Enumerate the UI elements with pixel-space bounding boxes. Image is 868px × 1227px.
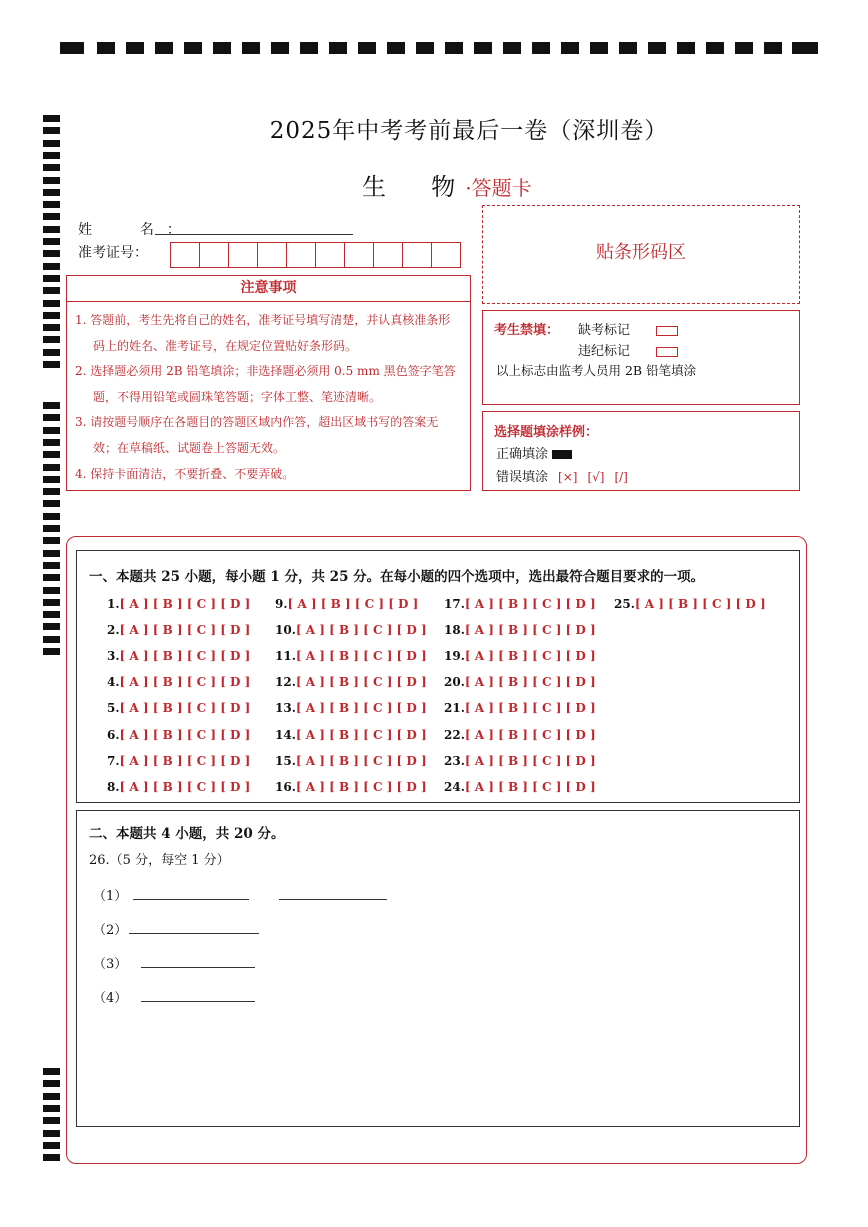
timing-mark bbox=[677, 42, 695, 54]
timing-mark bbox=[764, 42, 782, 54]
choice-question bbox=[275, 754, 427, 768]
question-number: 2. bbox=[107, 623, 120, 638]
question-number: 18. bbox=[444, 623, 465, 638]
question-number: 4. bbox=[107, 675, 120, 690]
id-digit-box[interactable] bbox=[316, 243, 345, 267]
id-digit-box[interactable] bbox=[432, 243, 460, 267]
choice-question bbox=[444, 728, 596, 742]
timing-mark bbox=[329, 42, 347, 54]
question-number: 3. bbox=[107, 649, 120, 664]
timing-mark bbox=[474, 42, 492, 54]
choice-question bbox=[107, 701, 250, 715]
sub-question-label: （3） bbox=[93, 957, 128, 972]
answer-bubbles[interactable]: [ A ] [ B ] [ C ] [ D ] bbox=[464, 675, 596, 690]
id-digit-box[interactable] bbox=[229, 243, 258, 267]
question-number: 10. bbox=[275, 623, 296, 638]
timing-mark bbox=[43, 312, 60, 319]
timing-mark bbox=[43, 1130, 60, 1137]
answer-bubbles[interactable]: [ A ] [ B ] [ C ] [ D ] bbox=[119, 649, 251, 664]
question-number: 7. bbox=[107, 753, 120, 768]
timing-mark bbox=[213, 42, 231, 54]
timing-mark bbox=[43, 451, 60, 458]
question-number: 5. bbox=[107, 701, 120, 716]
answer-bubbles[interactable]: [ A ] [ B ] [ C ] [ D ] bbox=[119, 701, 251, 716]
choice-question bbox=[614, 597, 766, 611]
answer-bubbles[interactable]: [ A ] [ B ] [ C ] [ D ] bbox=[464, 779, 596, 794]
id-digit-box[interactable] bbox=[403, 243, 432, 267]
question-number: 20. bbox=[444, 675, 465, 690]
section-short-answer bbox=[76, 810, 800, 1127]
timing-mark bbox=[43, 636, 60, 643]
timing-mark bbox=[43, 177, 60, 184]
timing-mark bbox=[43, 164, 60, 171]
answer-bubbles[interactable]: [ A ] [ B ] [ C ] [ D ] bbox=[634, 597, 766, 611]
question-number: 8. bbox=[107, 779, 120, 794]
answer-bubbles[interactable]: [ A ] [ B ] [ C ] [ D ] bbox=[464, 649, 596, 664]
timing-mark bbox=[43, 402, 60, 409]
timing-mark bbox=[43, 488, 60, 495]
id-digit-box[interactable] bbox=[374, 243, 403, 267]
forbidden-box bbox=[482, 310, 800, 405]
section-short-answer-title: 二、本题共 4 小题，共 20 分。 bbox=[89, 826, 285, 842]
question-number: 6. bbox=[107, 727, 120, 742]
choice-question bbox=[444, 754, 596, 768]
timing-mark bbox=[43, 1117, 60, 1124]
choice-question bbox=[275, 623, 427, 637]
name-label: 姓 名： bbox=[78, 222, 194, 238]
timing-mark bbox=[43, 439, 60, 446]
choice-question bbox=[107, 780, 250, 794]
timing-mark bbox=[43, 537, 60, 544]
choice-question bbox=[107, 623, 250, 637]
choice-question bbox=[107, 675, 250, 689]
choice-question bbox=[275, 597, 418, 611]
timing-mark bbox=[416, 42, 434, 54]
wrong-fill-label: 错误填涂 bbox=[496, 470, 549, 485]
timing-mark bbox=[43, 275, 60, 282]
timing-mark bbox=[43, 201, 60, 208]
timing-mark bbox=[43, 550, 60, 557]
timing-mark bbox=[503, 42, 521, 54]
timing-mark bbox=[735, 42, 753, 54]
question-26-header: 26.（5 分，每空 1 分） bbox=[89, 853, 230, 868]
timing-mark bbox=[561, 42, 579, 54]
question-number: 9. bbox=[275, 597, 288, 611]
answer-bubbles[interactable]: [ A ] [ B ] [ C ] [ D ] bbox=[119, 675, 251, 690]
wrong-mark-sample: [/] bbox=[614, 470, 628, 484]
timing-mark bbox=[43, 361, 60, 368]
choice-question bbox=[444, 623, 596, 637]
answer-blank[interactable] bbox=[141, 953, 255, 968]
answer-bubbles[interactable]: [ A ] [ B ] [ C ] [ D ] bbox=[464, 701, 596, 716]
subject-name: 生 物 bbox=[362, 173, 466, 201]
timing-mark bbox=[126, 42, 144, 54]
answer-bubbles[interactable]: [ A ] [ B ] [ C ] [ D ] bbox=[295, 753, 427, 768]
forbidden-label: 考生禁填： bbox=[494, 323, 560, 338]
correct-fill-label: 正确填涂 bbox=[496, 447, 549, 462]
timing-mark bbox=[532, 42, 550, 54]
notice-item: 4. 保持卡面清洁，不要折叠、不要弄破。 bbox=[75, 466, 295, 481]
id-digit-box[interactable] bbox=[345, 243, 374, 267]
question-number: 22. bbox=[444, 727, 465, 742]
id-digit-box[interactable] bbox=[258, 243, 287, 267]
timing-mark bbox=[358, 42, 376, 54]
name-field[interactable] bbox=[155, 234, 353, 235]
choice-question bbox=[275, 701, 427, 715]
violation-label: 违纪标记 bbox=[578, 344, 631, 359]
timing-mark bbox=[43, 324, 60, 331]
choice-question bbox=[275, 780, 427, 794]
page-title: 2025年中考考前最后一卷（深圳卷） bbox=[269, 118, 669, 144]
timing-mark bbox=[43, 152, 60, 159]
question-number: 12. bbox=[275, 675, 296, 690]
timing-mark bbox=[43, 500, 60, 507]
id-digit-box[interactable] bbox=[200, 243, 229, 267]
timing-mark bbox=[43, 1142, 60, 1149]
question-number: 15. bbox=[275, 753, 296, 768]
choice-question bbox=[444, 597, 596, 611]
answer-bubbles[interactable]: [ A ] [ B ] [ C ] [ D ] bbox=[295, 727, 427, 742]
timing-mark bbox=[43, 1105, 60, 1112]
choice-question bbox=[107, 597, 250, 611]
notice-box bbox=[66, 275, 471, 491]
timing-mark bbox=[43, 300, 60, 307]
timing-mark bbox=[387, 42, 405, 54]
timing-mark bbox=[43, 238, 60, 245]
timing-mark bbox=[43, 1154, 60, 1161]
timing-mark bbox=[43, 427, 60, 434]
answer-bubbles[interactable]: [ A ] [ B ] [ C ] [ D ] bbox=[287, 597, 419, 611]
timing-mark bbox=[43, 336, 60, 343]
timing-mark bbox=[43, 1080, 60, 1087]
subject-title bbox=[362, 167, 532, 202]
sub-question-3 bbox=[93, 953, 255, 972]
absent-checkbox[interactable] bbox=[656, 326, 678, 336]
timing-mark bbox=[43, 250, 60, 257]
timing-mark bbox=[60, 42, 84, 54]
question-number: 21. bbox=[444, 701, 465, 716]
timing-mark bbox=[43, 611, 60, 618]
correct-fill-row bbox=[496, 443, 572, 462]
timing-mark bbox=[43, 648, 60, 655]
id-digit-box[interactable] bbox=[287, 243, 316, 267]
answer-bubbles[interactable]: [ A ] [ B ] [ C ] [ D ] bbox=[295, 779, 427, 794]
answer-blank[interactable] bbox=[279, 885, 387, 900]
timing-mark bbox=[43, 574, 60, 581]
timing-mark bbox=[43, 513, 60, 520]
question-number: 13. bbox=[275, 701, 296, 716]
answer-bubbles[interactable]: [ A ] [ B ] [ C ] [ D ] bbox=[119, 779, 251, 794]
timing-mark bbox=[706, 42, 724, 54]
timing-mark bbox=[792, 42, 818, 54]
question-number: 25. bbox=[614, 597, 635, 611]
choice-question bbox=[275, 675, 427, 689]
question-number: 17. bbox=[444, 597, 465, 611]
timing-mark bbox=[43, 525, 60, 532]
answer-bubbles[interactable]: [ A ] [ B ] [ C ] [ D ] bbox=[119, 623, 251, 638]
choice-question bbox=[444, 649, 596, 663]
timing-mark bbox=[271, 42, 289, 54]
choice-question bbox=[107, 754, 250, 768]
timing-mark bbox=[97, 42, 115, 54]
timing-mark bbox=[445, 42, 463, 54]
timing-mark bbox=[43, 287, 60, 294]
sub-question-2 bbox=[93, 919, 259, 938]
timing-mark bbox=[43, 599, 60, 606]
timing-mark bbox=[43, 213, 60, 220]
question-number: 11. bbox=[275, 649, 296, 664]
id-label: 准考证号： bbox=[78, 245, 148, 261]
timing-mark bbox=[155, 42, 173, 54]
timing-mark bbox=[43, 587, 60, 594]
answer-bubbles[interactable]: [ A ] [ B ] [ C ] [ D ] bbox=[295, 649, 427, 664]
answer-bubbles[interactable]: [ A ] [ B ] [ C ] [ D ] bbox=[464, 727, 596, 742]
violation-row bbox=[578, 340, 678, 359]
timing-mark bbox=[184, 42, 202, 54]
violation-checkbox[interactable] bbox=[656, 347, 678, 357]
subject-suffix: ·答题卡 bbox=[465, 176, 532, 200]
timing-mark bbox=[43, 189, 60, 196]
timing-mark bbox=[619, 42, 637, 54]
sub-question-label: （2） bbox=[93, 923, 128, 938]
timing-mark bbox=[43, 1068, 60, 1075]
question-number: 24. bbox=[444, 779, 465, 794]
timing-mark bbox=[300, 42, 318, 54]
answer-blank[interactable] bbox=[133, 885, 249, 900]
filled-mark-sample bbox=[552, 450, 572, 459]
notice-item: 3. 请按题号顺序在各题目的答题区域内作答，超出区域书写的答案无效；在草稿纸、试题卷上答题无效。 bbox=[75, 415, 439, 455]
absent-label: 缺考标记 bbox=[578, 323, 631, 338]
answer-bubbles[interactable]: [ A ] [ B ] [ C ] [ D ] bbox=[464, 753, 596, 768]
notice-item: 1. 答题前，考生先将自己的姓名，准考证号填写清楚，并认真核准条形码上的姓名、准考证号，在规定位置贴好条形码。 bbox=[75, 313, 451, 353]
answer-bubbles[interactable]: [ A ] [ B ] [ C ] [ D ] bbox=[119, 753, 251, 768]
sub-question-label: （4） bbox=[93, 991, 128, 1006]
wrong-fill-row bbox=[496, 466, 628, 485]
answer-bubbles[interactable]: [ A ] [ B ] [ C ] [ D ] bbox=[295, 675, 427, 690]
choice-question bbox=[444, 675, 596, 689]
timing-mark bbox=[43, 226, 60, 233]
wrong-mark-sample: [√] bbox=[587, 470, 605, 484]
timing-mark bbox=[648, 42, 666, 54]
absent-row bbox=[578, 319, 678, 338]
notice-list bbox=[67, 302, 470, 487]
choice-question bbox=[444, 701, 596, 715]
forbidden-note: 以上标志由监考人员用 2B 铅笔填涂 bbox=[496, 363, 697, 378]
barcode-area: 贴条形码区 bbox=[482, 205, 800, 304]
fill-sample-box bbox=[482, 411, 800, 491]
timing-mark bbox=[43, 263, 60, 270]
timing-mark bbox=[43, 623, 60, 630]
fill-sample-heading: 选择题填涂样例： bbox=[494, 425, 599, 440]
question-number: 14. bbox=[275, 727, 296, 742]
choice-question bbox=[275, 649, 427, 663]
answer-blank[interactable] bbox=[129, 919, 259, 934]
choice-question bbox=[107, 649, 250, 663]
answer-bubbles[interactable]: [ A ] [ B ] [ C ] [ D ] bbox=[119, 597, 251, 611]
timing-mark bbox=[43, 464, 60, 471]
section-choice-title: 一、本题共 25 小题，每小题 1 分，共 25 分。在每小题的四个选项中，选出最符合题目要求的一项。 bbox=[89, 569, 705, 585]
timing-mark bbox=[242, 42, 260, 54]
answer-blank[interactable] bbox=[141, 987, 255, 1002]
question-number: 16. bbox=[275, 779, 296, 794]
question-number: 23. bbox=[444, 753, 465, 768]
id-number-boxes[interactable] bbox=[170, 242, 461, 268]
timing-mark bbox=[43, 349, 60, 356]
choice-question bbox=[275, 728, 427, 742]
timing-mark bbox=[43, 562, 60, 569]
timing-mark bbox=[43, 1093, 60, 1100]
question-number: 19. bbox=[444, 649, 465, 664]
choice-question bbox=[107, 728, 250, 742]
question-number: 1. bbox=[107, 597, 120, 611]
sub-question-label: （1） bbox=[93, 889, 128, 904]
answer-bubbles[interactable]: [ A ] [ B ] [ C ] [ D ] bbox=[295, 701, 427, 716]
id-digit-box[interactable] bbox=[171, 243, 200, 267]
notice-item: 2. 选择题必须用 2B 铅笔填涂；非选择题必须用 0.5 mm 黑色签字笔答题，不得用铅笔或圆珠笔答题；字体工整、笔迹清晰。 bbox=[75, 364, 456, 404]
section-choice bbox=[76, 550, 800, 803]
sub-question-1 bbox=[93, 885, 387, 904]
answer-bubbles[interactable]: [ A ] [ B ] [ C ] [ D ] bbox=[295, 623, 427, 638]
answer-bubbles[interactable]: [ A ] [ B ] [ C ] [ D ] bbox=[464, 623, 596, 638]
wrong-mark-sample: [×] bbox=[558, 470, 578, 484]
answer-bubbles[interactable]: [ A ] [ B ] [ C ] [ D ] bbox=[119, 727, 251, 742]
timing-mark bbox=[43, 476, 60, 483]
notice-heading: 注意事项 bbox=[67, 276, 470, 302]
choice-question bbox=[444, 780, 596, 794]
timing-mark bbox=[590, 42, 608, 54]
answer-bubbles[interactable]: [ A ] [ B ] [ C ] [ D ] bbox=[464, 597, 596, 611]
sub-question-4 bbox=[93, 987, 255, 1006]
timing-mark bbox=[43, 414, 60, 421]
